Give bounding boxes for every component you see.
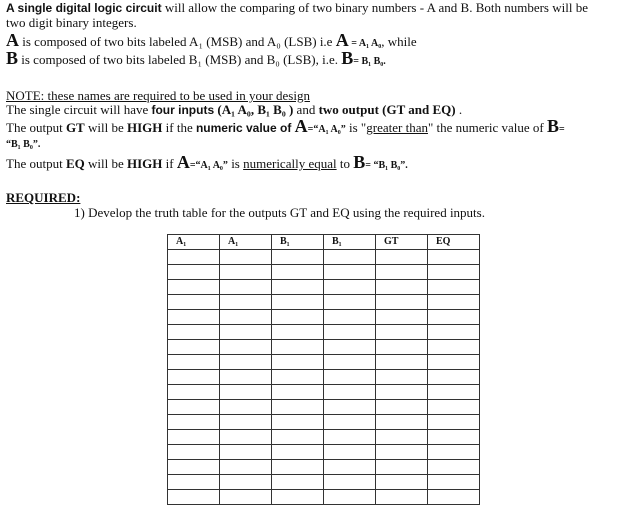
eq-k: B [353,152,366,172]
table-cell [220,460,272,475]
table-row [168,475,480,490]
table-row [168,295,480,310]
table-cell [272,370,324,385]
table-row [168,490,480,505]
table-cell [376,385,428,400]
eq-i: numerically equal [243,156,337,171]
table-cell [168,265,220,280]
gt-a: The output [6,120,66,135]
table-cell [428,445,480,460]
table-cell [220,400,272,415]
table-cell [324,385,376,400]
table-row [168,280,480,295]
table-cell [376,430,428,445]
table-cell [168,385,220,400]
table-cell [324,430,376,445]
table-cell [324,325,376,340]
required-item: 1) Develop the truth table for the outputs GT and EQ using the required inputs. [74,205,485,220]
table-cell [168,310,220,325]
table-cell [376,340,428,355]
table-cell [220,250,272,265]
table-cell [220,295,272,310]
table-row [168,310,480,325]
table-cell [168,460,220,475]
header-b1: B₁ [272,235,324,250]
table-cell [220,415,272,430]
gt-l: B [546,116,559,136]
table-cell [168,355,220,370]
table-row [168,460,480,475]
table-cell [428,250,480,265]
table-cell [324,415,376,430]
table-cell [272,325,324,340]
eq-a: The output [6,156,66,171]
a-tail: , while [381,34,417,49]
gt-c: will be [84,120,127,135]
table-cell [376,445,428,460]
table-cell [428,265,480,280]
table-row [168,385,480,400]
gt-definition-cont: “B₁ B₀”. [6,139,41,150]
gt-i: is " [345,120,367,135]
header-gt: GT [376,235,428,250]
table-cell [168,475,220,490]
table-row [168,370,480,385]
table-cell [428,310,480,325]
table-row [168,265,480,280]
intro-line-2: two digit binary integers. [6,15,137,30]
table-cell [272,475,324,490]
table-cell [272,415,324,430]
header-eq: EQ [428,235,480,250]
table-row [168,445,480,460]
table-cell [324,460,376,475]
required-heading: REQUIRED: [6,190,81,205]
table-cell [220,325,272,340]
table-cell [272,445,324,460]
table-cell [168,400,220,415]
table-cell [272,280,324,295]
table-cell [324,475,376,490]
table-cell [324,445,376,460]
gt-h: =“A₁ A₀” [307,124,346,135]
header-a1: A₁ [168,235,220,250]
table-cell [220,355,272,370]
a-eq: = A₁ A₀ [348,38,382,49]
table-cell [272,295,324,310]
table-row [168,400,480,415]
table-cell [220,340,272,355]
table-cell [168,250,220,265]
table-cell [220,265,272,280]
table-cell [324,310,376,325]
table-cell [220,385,272,400]
eq-definition [6,152,408,173]
gt-j: greater than [366,120,428,135]
table-cell [220,475,272,490]
table-cell [428,460,480,475]
a-big: A [335,30,349,50]
table-cell [376,490,428,505]
table-cell [272,490,324,505]
table-cell [168,370,220,385]
table-cell [428,370,480,385]
table-cell [272,355,324,370]
b-eq: = B₁ B₀. [353,56,386,67]
table-cell [272,385,324,400]
note-l1d: and [293,102,319,117]
gt-e: if the [162,120,196,135]
note-l1a: The single circuit will have [6,102,152,117]
table-cell [272,250,324,265]
note-heading: NOTE: these names are required to be used in your design [6,88,310,103]
table-cell [324,280,376,295]
table-cell [220,430,272,445]
table-cell [376,250,428,265]
gt-b: GT [65,120,85,135]
eq-b: EQ [65,156,85,171]
table-cell [324,265,376,280]
table-cell [168,430,220,445]
table-cell [272,430,324,445]
table-cell [376,355,428,370]
truth-table-body [168,250,480,505]
table-cell [428,430,480,445]
table-cell [220,280,272,295]
table-cell [376,310,428,325]
table-cell [324,340,376,355]
eq-d: HIGH [126,156,163,171]
table-cell [428,295,480,310]
table-cell [324,295,376,310]
gt-g: A [294,116,308,136]
table-cell [428,385,480,400]
gt-d: HIGH [126,120,163,135]
table-cell [428,415,480,430]
table-cell [272,400,324,415]
table-cell [168,415,220,430]
table-cell [220,445,272,460]
gt-f: numeric value of [195,121,295,135]
table-cell [428,355,480,370]
b-text: is composed of two bits labeled B₁ (MSB) and B₀ (LSB), i.e. [18,52,342,67]
table-cell [376,400,428,415]
a-letter: A [6,30,19,50]
intro-bold: A single digital logic circuit [6,1,162,15]
a-definition [6,30,417,51]
eq-h: is [227,156,244,171]
intro-rest: will allow the comparing of two binary numbers - A and B. Both numbers will be [161,0,588,15]
a-text: is composed of two bits labeled A₁ (MSB) and A₀ (LSB) i.e [19,34,336,49]
table-cell [376,475,428,490]
truth-table [167,234,480,505]
table-cell [428,400,480,415]
table-cell [324,490,376,505]
note-l1e: two output (GT and EQ) [318,102,456,117]
table-cell [428,340,480,355]
table-cell [220,310,272,325]
eq-c: will be [84,156,127,171]
table-cell [324,355,376,370]
note-l1b: four inputs [151,103,215,117]
table-cell [376,415,428,430]
table-cell [376,370,428,385]
b-definition [6,48,386,69]
table-row [168,325,480,340]
table-cell [376,325,428,340]
header-a1-second: A₁ [220,235,272,250]
table-row [168,340,480,355]
gt-k: " the numeric value of [427,120,547,135]
table-cell [428,280,480,295]
table-cell [168,325,220,340]
eq-e: if [162,156,177,171]
note-l1f: . [455,102,463,117]
table-cell [220,370,272,385]
gt-definition [6,116,565,137]
table-cell [376,295,428,310]
table-cell [324,400,376,415]
table-cell [428,325,480,340]
eq-j: to [336,156,354,171]
table-cell [376,280,428,295]
table-cell [168,280,220,295]
table-cell [168,445,220,460]
table-cell [168,295,220,310]
table-cell [324,370,376,385]
table-cell [376,460,428,475]
table-cell [324,250,376,265]
eq-g: =“A₁ A₀” [189,160,228,171]
eq-l: = “B₁ B₀”. [365,160,408,171]
table-cell [220,490,272,505]
table-cell [272,340,324,355]
header-b1-second: B₁ [324,235,376,250]
table-cell [428,490,480,505]
table-row [168,355,480,370]
note-inputs-line [6,102,462,118]
table-cell [428,475,480,490]
eq-f: A [176,152,190,172]
table-row [168,250,480,265]
table-cell [272,265,324,280]
intro-line-1 [6,0,588,16]
table-cell [272,460,324,475]
table-cell [168,340,220,355]
table-row [168,430,480,445]
b-letter: B [6,48,19,68]
truth-table-header [168,235,480,250]
table-cell [272,310,324,325]
table-cell [168,490,220,505]
table-cell [376,265,428,280]
table-row [168,415,480,430]
b-big: B [341,48,354,68]
note-l1c: (A₁ A₀, B₁ B₀ ) [214,102,294,117]
gt-m: = [559,124,565,135]
